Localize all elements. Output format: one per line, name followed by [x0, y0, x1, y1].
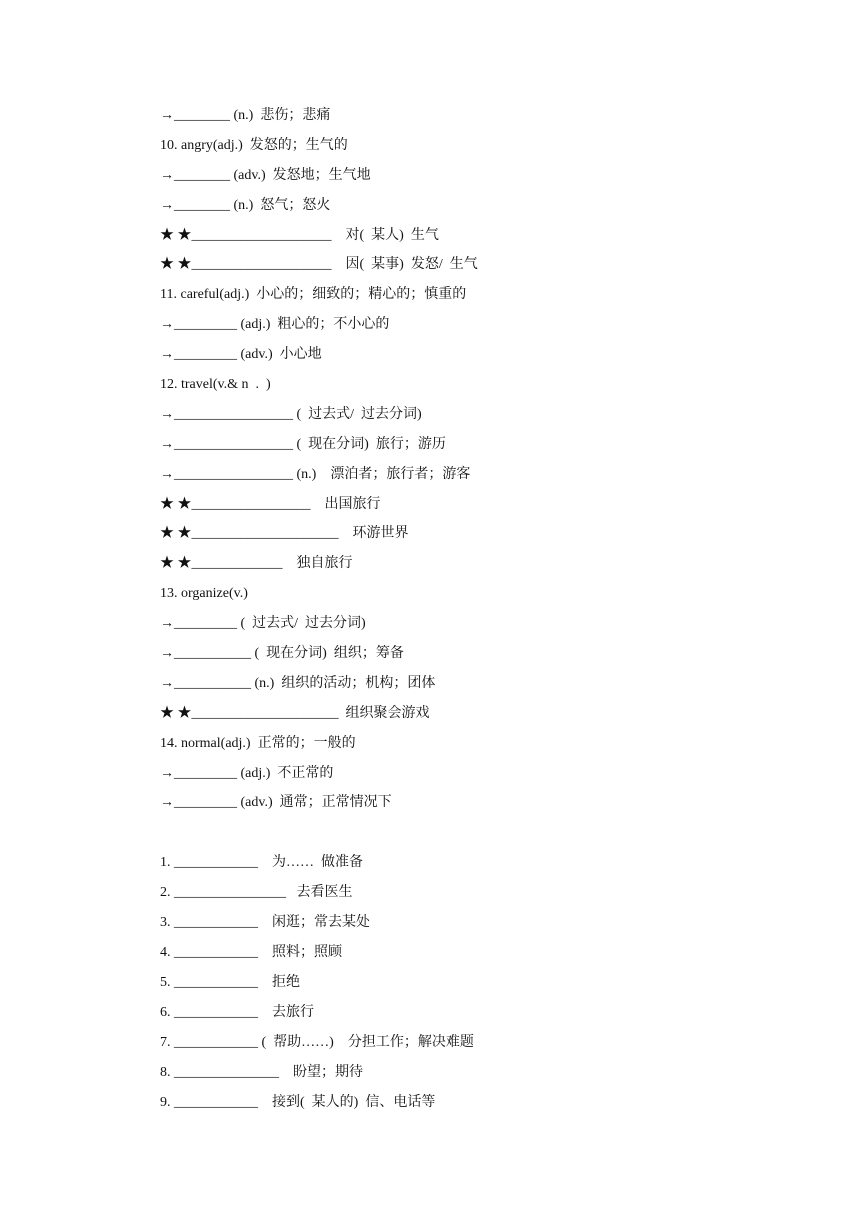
- vocab-line: →_________________ (n.) 漂泊者；旅行者；游客: [160, 466, 471, 482]
- phrase-line: 6. ____________ 去旅行: [160, 1004, 314, 1020]
- phrase-section: [160, 848, 780, 1117]
- vocab-line: 12. travel(v.& n . ): [160, 377, 271, 393]
- phrase-line: 4. ____________ 照料；照顾: [160, 945, 342, 961]
- vocab-line: ★ ★____________________ 因( 某事) 发怒/ 生气: [160, 257, 478, 273]
- phrase-line: 1. ____________ 为…… 做准备: [160, 855, 363, 871]
- vocab-line: →________ (n.) 怒气；怒火: [160, 197, 331, 213]
- vocab-line: →________ (n.) 悲伤；悲痛: [160, 108, 331, 123]
- vocab-line: →_________________ ( 现在分词) 旅行；游历: [160, 436, 446, 452]
- phrase-line: 2. ________________ 去看医生: [160, 885, 353, 901]
- vocab-line: →_________________ ( 过去式/ 过去分词): [160, 406, 422, 422]
- phrase-line: 7. ____________ ( 帮助……) 分担工作；解决难题: [160, 1034, 474, 1050]
- vocab-line: ★ ★____________________ 对( 某人) 生气: [160, 227, 439, 243]
- phrase-line: 3. ____________ 闲逛；常去某处: [160, 915, 370, 931]
- vocab-line: →_________ (adj.) 粗心的；不小心的: [160, 317, 390, 333]
- vocab-line: 14. normal(adj.) 正常的；一般的: [160, 735, 356, 751]
- vocabulary-section: [160, 101, 780, 818]
- vocab-line: →_________ (adv.) 小心地: [160, 347, 322, 363]
- section-gap: [160, 818, 780, 848]
- vocab-line: →_________ (adj.) 不正常的: [160, 765, 334, 781]
- phrase-line: 9. ____________ 接到( 某人的) 信、电话等: [160, 1094, 436, 1110]
- worksheet-page: [160, 101, 780, 1117]
- vocab-line: →_________ (adv.) 通常；正常情况下: [160, 795, 392, 811]
- vocab-line: ★ ★_________________ 出国旅行: [160, 496, 381, 512]
- vocab-line: 11. careful(adj.) 小心的；细致的；精心的；慎重的: [160, 287, 467, 303]
- phrase-line: 5. ____________ 拒绝: [160, 974, 300, 990]
- vocab-line: ★ ★_____________ 独自旅行: [160, 556, 353, 572]
- vocab-line: →___________ ( 现在分词) 组织；筹备: [160, 646, 404, 662]
- vocab-line: ★ ★_____________________ 环游世界: [160, 526, 409, 542]
- vocab-line: 13. organize(v.): [160, 586, 248, 602]
- vocab-line: ★ ★_____________________ 组织聚会游戏: [160, 705, 430, 721]
- vocab-line: →_________ ( 过去式/ 过去分词): [160, 616, 366, 632]
- phrase-line: 8. _______________ 盼望；期待: [160, 1064, 363, 1080]
- vocab-line: →___________ (n.) 组织的活动；机构；团体: [160, 675, 436, 691]
- vocab-line: 10. angry(adj.) 发怒的；生气的: [160, 137, 348, 153]
- vocab-line: →________ (adv.) 发怒地；生气地: [160, 167, 371, 183]
